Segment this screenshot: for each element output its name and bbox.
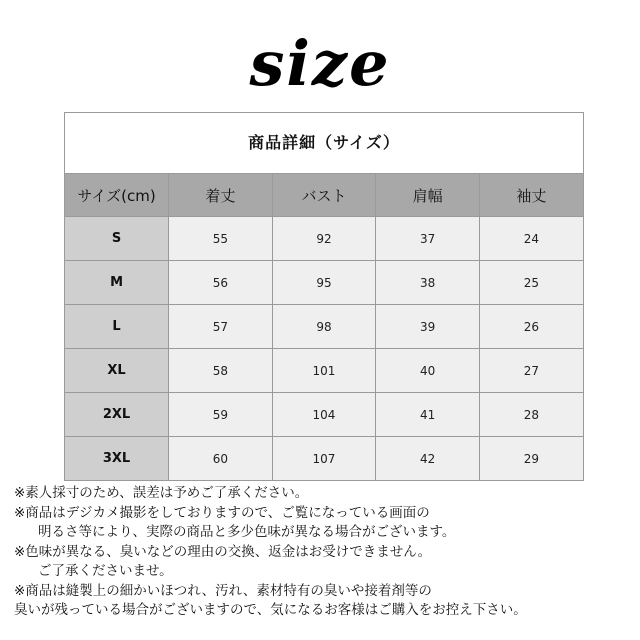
note-line: ※商品は縫製上の細かいほつれ、汚れ、素材特有の臭いや接着剤等の (14, 582, 432, 599)
bust-cell: 107 (272, 437, 376, 481)
table-row (65, 437, 583, 481)
header-size: サイズ(cm) (65, 174, 169, 217)
table-row (65, 305, 583, 349)
size-logo: size (249, 27, 391, 100)
sleeve-cell: 24 (479, 217, 583, 261)
size-cell: 2XL (65, 393, 169, 437)
length-cell: 58 (169, 349, 273, 393)
shoulder-cell: 40 (376, 349, 480, 393)
shoulder-cell: 38 (376, 261, 480, 305)
header-row (65, 174, 583, 217)
header-sleeve: 袖丈 (479, 174, 583, 217)
note-line: ※素人採寸のため、誤差は予めご了承ください。 (14, 485, 309, 501)
length-cell: 55 (169, 217, 273, 261)
sleeve-cell: 29 (479, 437, 583, 481)
length-cell: 57 (169, 305, 273, 349)
size-grid (65, 174, 583, 480)
sleeve-cell: 26 (479, 305, 583, 349)
table-row (65, 393, 583, 437)
shoulder-cell: 37 (376, 217, 480, 261)
sleeve-cell: 28 (479, 393, 583, 437)
bust-cell: 104 (272, 393, 376, 437)
note-line: 明るさ等により、実際の商品と多少色味が異なる場合がございます。 (38, 524, 456, 540)
table-row (65, 261, 583, 305)
length-cell: 60 (169, 437, 273, 481)
table-title: 商品詳細（サイズ） (65, 113, 583, 174)
notes (14, 484, 634, 621)
length-cell: 59 (169, 393, 273, 437)
size-cell: S (65, 217, 169, 261)
size-cell: XL (65, 349, 169, 393)
note-line: ※色味が異なる、臭いなどの理由の交換、返金はお受けできません。 (14, 543, 432, 560)
note-line: ご了承くださいませ。 (38, 563, 173, 579)
sleeve-cell: 25 (479, 261, 583, 305)
bust-cell: 101 (272, 349, 376, 393)
bust-cell: 98 (272, 305, 376, 349)
table-row (65, 349, 583, 393)
header-length: 着丈 (169, 174, 273, 217)
size-cell: L (65, 305, 169, 349)
note-line: 臭いが残っている場合がございますので、気になるお客様はご購入をお控え下さい。 (14, 602, 527, 618)
size-cell: M (65, 261, 169, 305)
shoulder-cell: 39 (376, 305, 480, 349)
shoulder-cell: 42 (376, 437, 480, 481)
table-row (65, 217, 583, 261)
size-table (64, 112, 584, 481)
note-line: ※商品はデジカメ撮影をしておりますので、ご覧になっている画面の (14, 504, 430, 521)
shoulder-cell: 41 (376, 393, 480, 437)
sleeve-cell: 27 (479, 349, 583, 393)
bust-cell: 95 (272, 261, 376, 305)
bust-cell: 92 (272, 217, 376, 261)
header-bust: バスト (272, 174, 376, 217)
size-cell: 3XL (65, 437, 169, 481)
header-shoulder: 肩幅 (376, 174, 480, 217)
length-cell: 56 (169, 261, 273, 305)
